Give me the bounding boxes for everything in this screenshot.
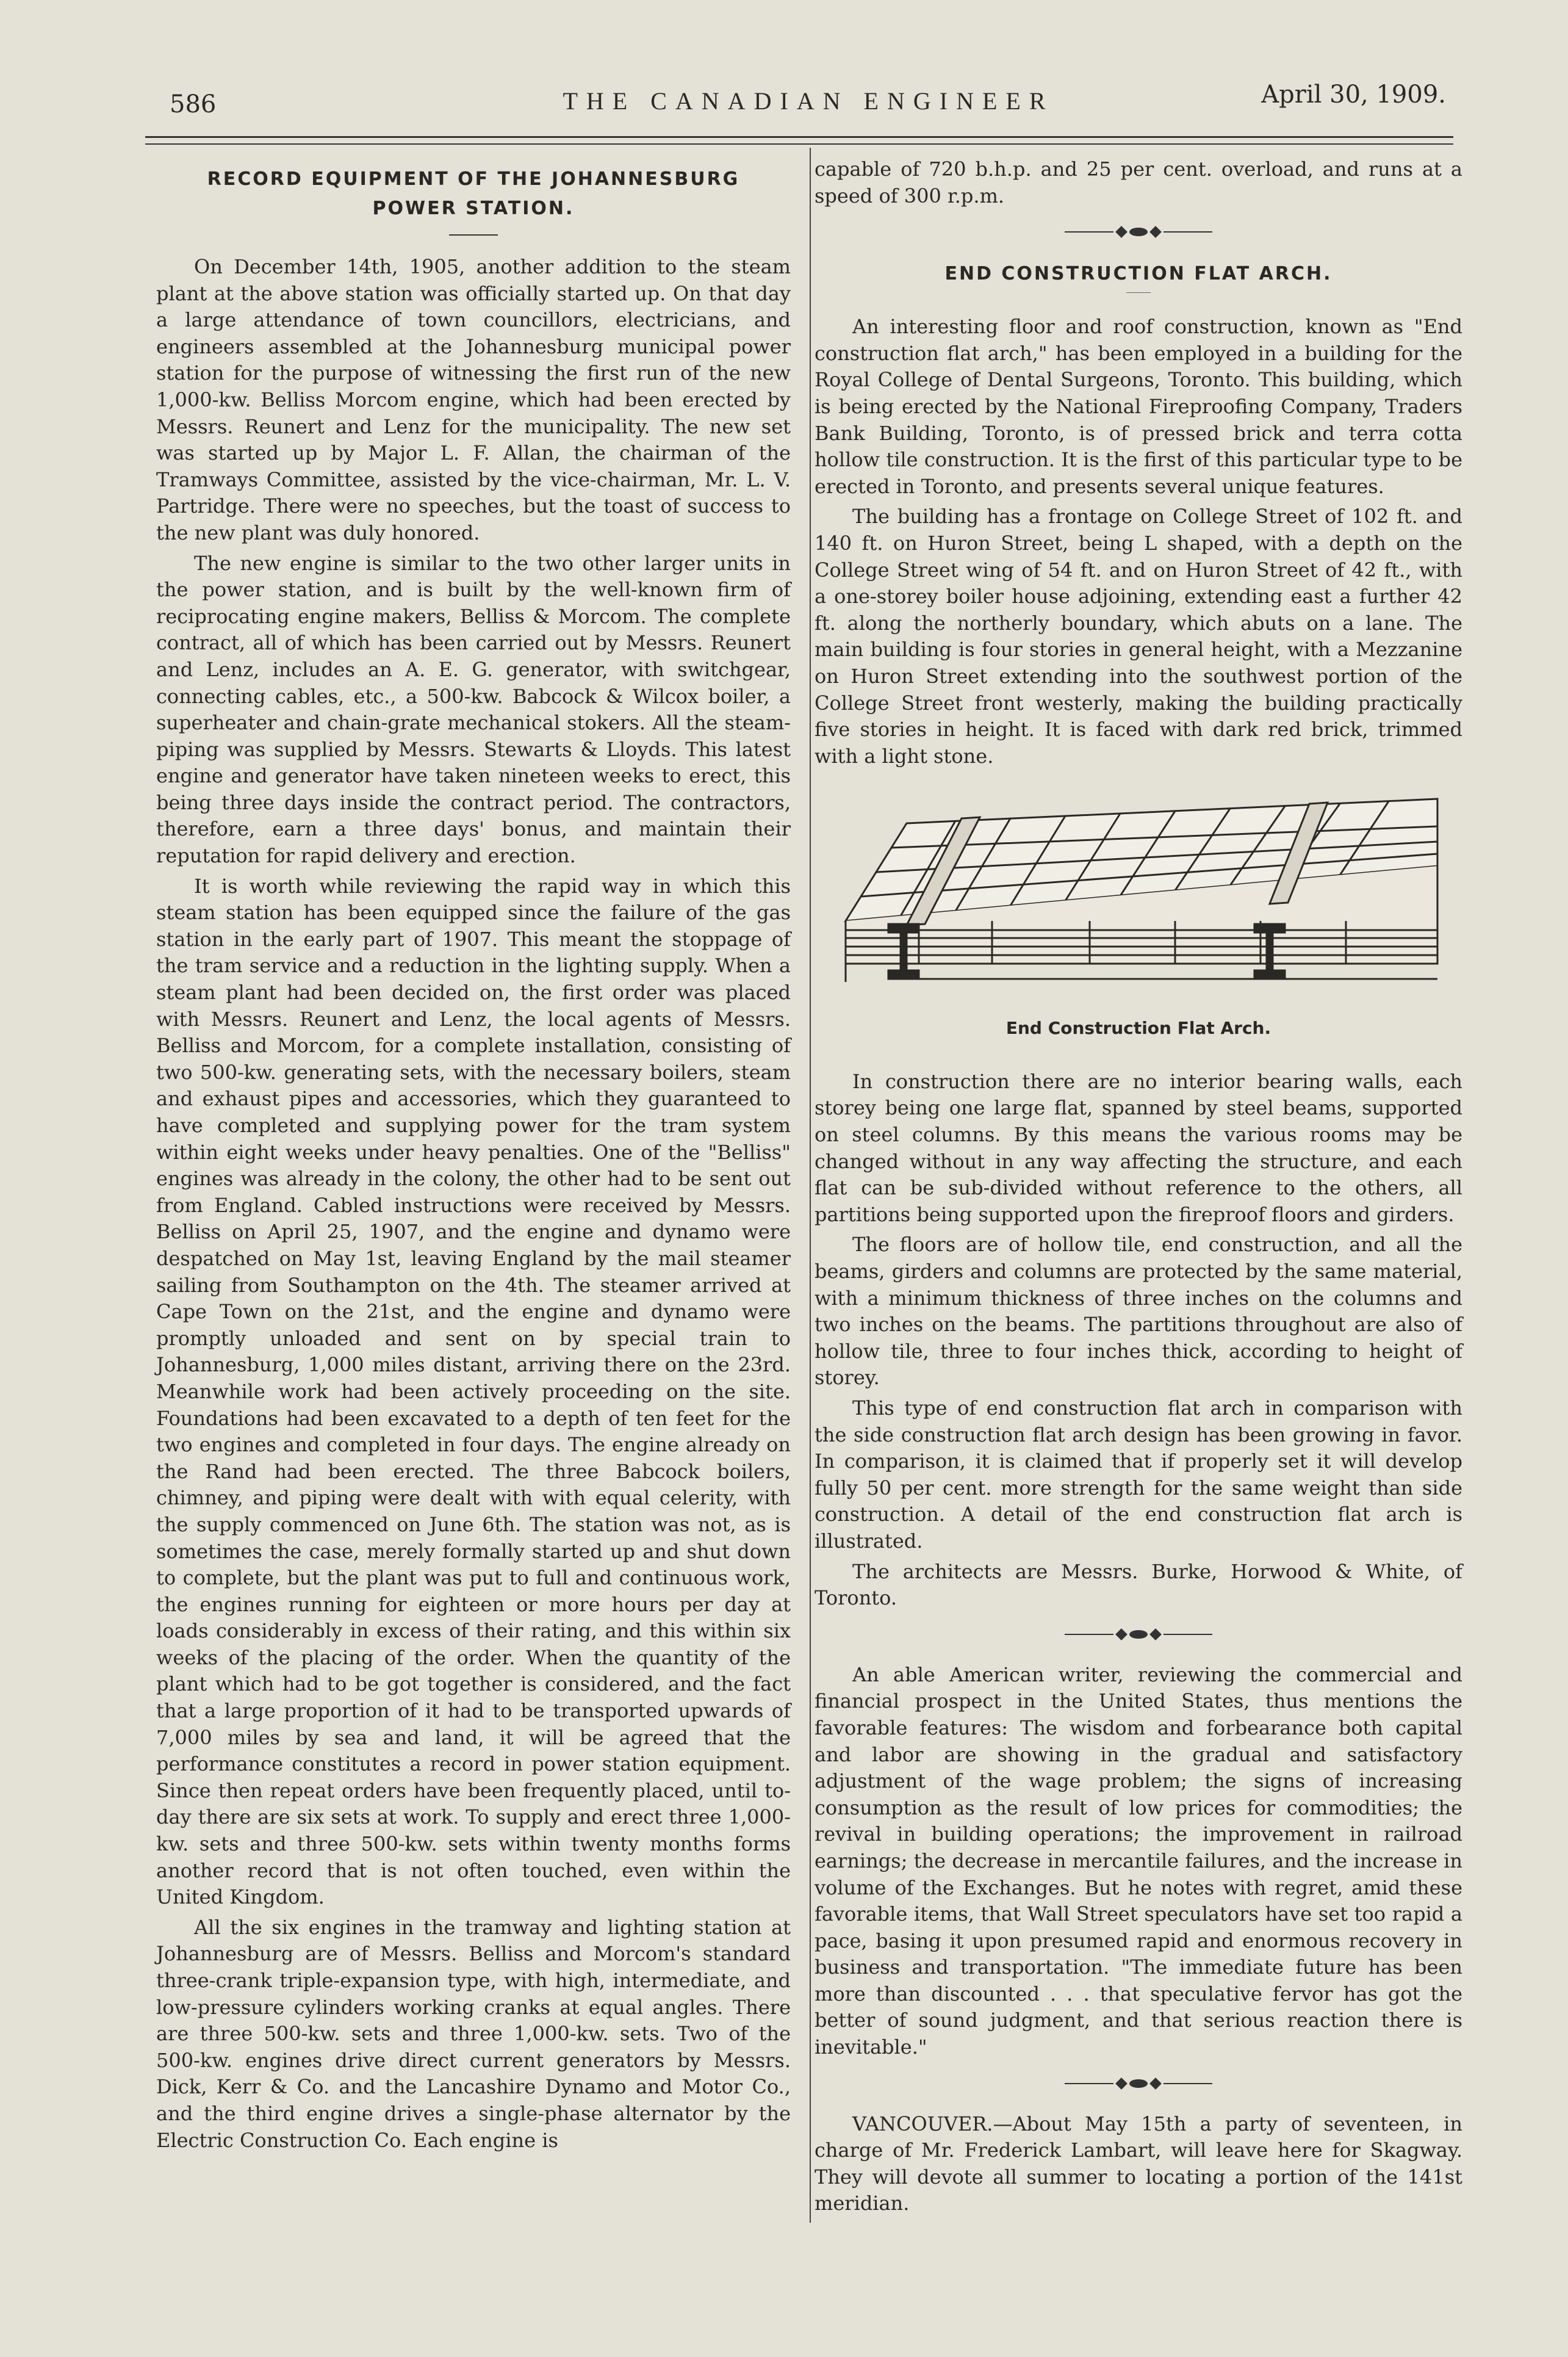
- paragraph: On December 14th, 1905, another addition to the steam plant at the above station was officially started up. On that day a large attendance of town councillors, electricians, and engineers assembled at the Johannesburg municipal power station for the purpose of witnessing the first run of the new 1,000-kw. Belliss Morcom engine, which had been erected by Messrs. Reunert and Lenz for the municipality. The new set was started up by Major L. F. Allan, the chairman of the Tramways Committee, assisted by the vice-chairman, Mr. L. V. Partridge. There were no speeches, but the toast of success to the new plant was duly honored.: [156, 255, 791, 544]
- paragraph: In construction there are no interior bearing walls, each storey being one large flat, spanned by steel beams, supported on steel columns. By this means the various rooms may be changed without in any way affecting the structure, and each flat can be sub-divided without reference to the others, all partitions being supported upon the fireproof floors and girders.: [815, 1069, 1462, 1226]
- page-header: [165, 73, 1452, 122]
- left-column: [156, 156, 791, 2157]
- header-rule-thin: [145, 143, 1453, 145]
- paragraph-continuation: capable of 720 b.h.p. and 25 per cent. overload, and runs at a speed of 300 r.p.m.: [815, 157, 1462, 208]
- paragraph: An interesting floor and roof construction, known as "End construction flat arch," has been employed in a building for the Royal College of Dental Surgeons, Toronto. This building, which is being erected by the National Fireproofing Company, Traders Bank Building, Toronto, is of pressed brick and terra cotta hollow tile construction. It is the first of this particular type to be erected in Toronto, and presents several unique features.: [815, 315, 1462, 498]
- right-column: [815, 156, 1462, 2221]
- paragraph: The new engine is similar to the two other larger units in the power station, and is built by the well-known firm of reciprocating engine makers, Belliss & Morcom. The complete contract, all of which has been carried out by Messrs. Reunert and Lenz, includes an A. E. G. generator, with switchgear, connecting cables, etc., a 500-kw. Babcock & Wilcox boiler, a superheater and chain-grate mechanical stokers. All the steam-piping was supplied by Messrs. Stewarts & Lloyds. This latest engine and generator have taken nineteen weeks to erect, this being three days inside the contract period. The contractors, therefore, earn a three days' bonus, and maintain their reputation for rapid delivery and erection.: [156, 551, 791, 868]
- issue-date: April 30, 1909.: [1261, 81, 1446, 109]
- paragraph: It is worth while reviewing the rapid way in which this steam station has been equipped since the failure of the gas station in the early part of 1907. This meant the stoppage of the tram service and a reduction in the lighting supply. When a steam plant had been decided on, the first order was placed with Messrs. Reunert and Lenz, the local agents of Messrs. Belliss and Morcom, for a complete installation, consisting of two 500-kw. generating sets, with the necessary boilers, steam and exhaust pipes and accessories, which they guaranteed to have completed and supplying power for the tram system within eight weeks under heavy penalties. One of the "Belliss" engines was already in the colony, the other had to be sent out from England. Cabled instructions were received by Messrs. Belliss on April 25, 1907, and the engine and dynamo were despatched on May 1st, leaving England by the mail steamer sailing from Southampton on the 4th. The steamer arrived at Cape Town on the 21st, and the engine and dynamo were promptly unloaded and sent on by special train to Johannesburg, 1,000 miles distant, arriving there on the 23rd. Meanwhile work had been actively proceeding on the site. Foundations had been excavated to a depth of ten feet for the two engines and completed in four days. The engine already on the Rand had been erected. The three Babcock boilers, chimney, and piping were dealt with with equal celerity, with the supply commenced on June 6th. The station was not, as is sometimes the case, merely formally started up and shut down to complete, but the plant was put to full and continuous work, the engines running for eighteen or more hours per day at loads considerably in excess of their rating, and this within six weeks of the placing of the order. When the quantity of the plant which had to be got together is considered, and the fact that a large proportion of it had to be transported upwards of 7,000 miles by sea and land, it will be agreed that the performance constitutes a record in power station equipment. Since then repeat orders have been frequently placed, until to-day there are six sets at work. To supply and erect three 1,000-kw. sets and three 500-kw. sets within twenty months forms another record that is not often touched, even within the United Kingdom.: [156, 874, 791, 1909]
- journal-title: THE CANADIAN ENGINEER: [563, 87, 1054, 115]
- flat-arch-drawing: [833, 781, 1444, 1012]
- paragraph: The floors are of hollow tile, end construction, and all the beams, girders and columns are protected by the same material, with a minimum thickness of three inches on the columns and two inches on the beams. The partitions throughout are also of hollow tile, three to four inches thick, according to height of storey.: [815, 1233, 1462, 1390]
- paragraph: The building has a frontage on College Street of 102 ft. and 140 ft. on Huron Street, being L shaped, with a depth on the College Street wing of 54 ft. and on Huron Street of 42 ft., with a one-storey boiler house adjoining, extending east a further 42 ft. along the northerly boundary, which abuts on a lane. The main building is four stories in general height, with a Mezzanine on Huron Street extending into the southwest portion of the College Street front westerly, making the building practically five stories in height. It is faced with dark red brick, trimmed with a light stone.: [815, 505, 1462, 768]
- flat-arch-illustration: [815, 781, 1462, 1012]
- paragraph: This type of end construction flat arch in comparison with the side construction flat arch design has been growing in favor. In comparison, it is claimed that if properly set it will develop fully 50 per cent. more strength for the same weight than side construction. A detail of the end construction flat arch is illustrated.: [815, 1396, 1462, 1553]
- article-title: [156, 165, 791, 223]
- figure-caption: End Construction Flat Arch.: [1005, 1018, 1271, 1039]
- article-title-line: RECORD EQUIPMENT OF THE JOHANNESBURG: [207, 168, 740, 190]
- article-title-line: POWER STATION.: [372, 198, 575, 219]
- paragraph: VANCOUVER.—About May 15th a party of seventeen, in charge of Mr. Frederick Lambart, will leave here for Skagway. They will devote all summer to locating a portion of the 141st meridian.: [815, 2112, 1462, 2215]
- section-ornament: [815, 223, 1462, 241]
- section-ornament: [815, 2074, 1462, 2093]
- title-rule: [449, 234, 498, 236]
- section-ornament: [815, 1625, 1462, 1644]
- title-rule: [1126, 292, 1151, 293]
- column-divider: [810, 148, 811, 2223]
- paragraph: All the six engines in the tramway and lighting station at Johannesburg are of Messrs. Belliss and Morcom's standard three-crank triple-expansion type, with high, intermediate, and low-pressure cylinders working cranks at equal angles. There are three 500-kw. sets and three 1,000-kw. sets. Two of the 500-kw. engines drive direct current generators by Messrs. Dick, Kerr & Co. and the Lancashire Dynamo and Motor Co., and the third engine drives a single-phase alternator by the Electric Construction Co. Each engine is: [156, 1915, 791, 2152]
- page-number: 586: [170, 90, 217, 118]
- article-title: END CONSTRUCTION FLAT ARCH.: [944, 263, 1332, 285]
- header-rule: [145, 136, 1453, 138]
- paragraph: The architects are Messrs. Burke, Horwood & White, of Toronto.: [815, 1559, 1462, 1610]
- paragraph: An able American writer, reviewing the commercial and financial prospect in the United States, thus mentions the favorable features: The wisdom and forbearance both capital and labor are showing in the gradual and satisfactory adjustment of the wage problem; the signs of increasing consumption as the result of low prices for commodities; the revival in building operations; the improvement in railroad earnings; the decrease in mercantile failures, and the increase in volume of the Exchanges. But he notes with regret, amid these favorable items, that Wall Street speculators have set too rapid a pace, basing it upon presumed rapid and enormous recovery in business and transportation. "The immediate future has been more than discounted . . . that speculative fervor has got the better of sound judgment, and that serious reaction there is inevitable.": [815, 1662, 1462, 2059]
